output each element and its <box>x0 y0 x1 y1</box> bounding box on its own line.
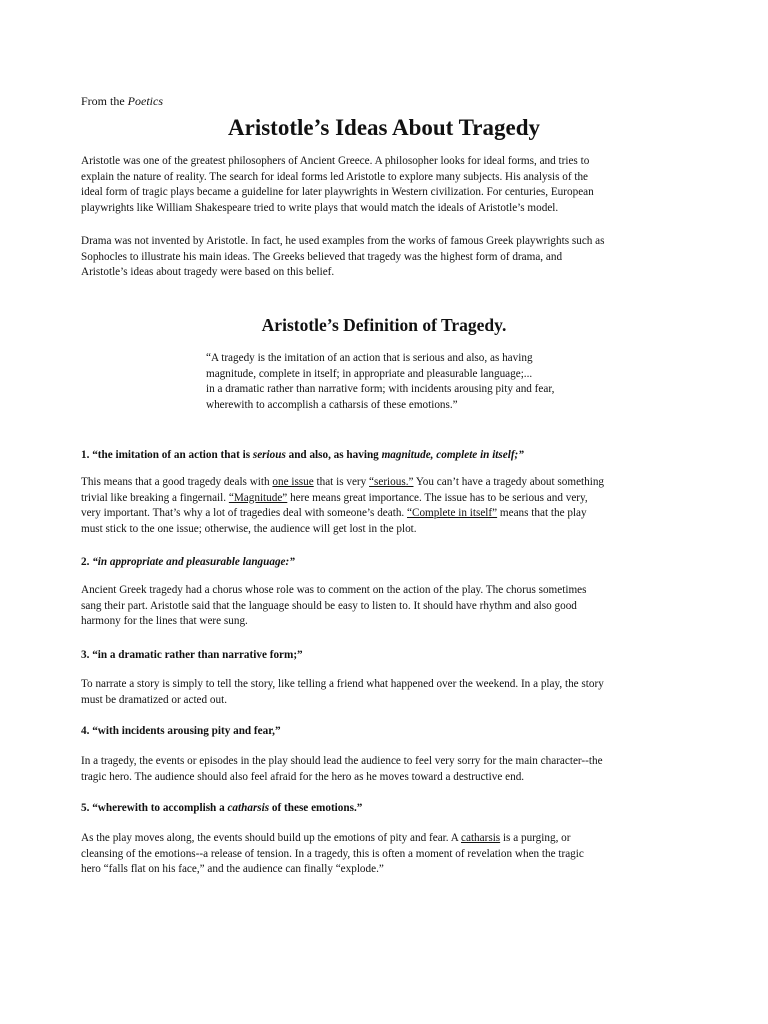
heading-emphasis: “in appropriate and pleasurable language:” <box>92 556 295 568</box>
section-1-heading <box>81 448 701 463</box>
underlined-term: one issue <box>272 476 314 488</box>
text-line: trivial like breaking a fingernail. “Magnitude” here means great importance. The issue has to be serious and very, <box>81 491 588 504</box>
heading-text: of these emotions.” <box>269 802 363 814</box>
text-line: To narrate a story is simply to tell the story, like telling a friend what happened over the weekend. In a play, the story <box>81 678 604 690</box>
section-3-heading: 3. “in a dramatic rather than narrative form;” <box>81 649 303 661</box>
heading-emphasis: serious <box>252 449 286 461</box>
heading-text: 5. “wherewith to accomplish a <box>81 802 228 814</box>
underlined-term: catharsis <box>461 832 501 844</box>
heading-emphasis: magnitude, complete in itself;” <box>381 449 524 461</box>
intro-paragraph-2 <box>81 234 701 281</box>
quote-line: “A tragedy is the imitation of an action that is serious and also, as having <box>206 352 533 364</box>
text-line: Sophocles to illustrate his main ideas. The Greeks believed that tragedy was the highest form of drama, and <box>81 250 563 263</box>
underlined-term: “Complete in itself” <box>407 507 498 519</box>
section-4-heading: 4. “with incidents arousing pity and fear,” <box>81 725 281 737</box>
text-line: explain the nature of reality. The search for ideal forms led Aristotle to explore many subjects. His analysis of the <box>81 170 589 183</box>
heading-text: 2. <box>81 556 93 568</box>
underlined-term: “serious.” <box>369 476 414 488</box>
intro-paragraph-1 <box>81 154 701 216</box>
section-5-body <box>81 831 701 878</box>
section-4-body <box>81 754 701 785</box>
heading-text: 1. “the imitation of an action that is <box>81 449 253 461</box>
text-line: As the play moves along, the events should build up the emotions of pity and fear. A catharsis is a purging, or <box>81 832 571 844</box>
page-title: Aristotle’s Ideas About Tragedy <box>228 115 540 140</box>
section-2-heading <box>81 555 701 570</box>
text-line: must be dramatized or acted out. <box>81 693 228 706</box>
definition-heading: Aristotle’s Definition of Tragedy. <box>261 315 507 335</box>
text-line: Aristotle’s ideas about tragedy were based on this belief. <box>81 266 335 278</box>
text-line: In a tragedy, the events or episodes in the play should lead the audience to feel very sorry for the main character--the <box>81 755 603 767</box>
text-line: playwrights like William Shakespeare tried to write plays that would match the ideals of Aristotle’s model. <box>81 201 559 214</box>
section-3-body <box>81 677 701 708</box>
source-line <box>81 94 163 109</box>
heading-text: and also, as having <box>285 449 382 461</box>
text-line: Drama was not invented by Aristotle. In fact, he used examples from the works of famous Greek playwrights such as <box>81 235 605 247</box>
text-line: tragic hero. The audience should also feel afraid for the hero as he moves toward a destructive end. <box>81 770 525 783</box>
text-line: very important. That’s why a lot of tragedies deal with someone’s death. “Complete in itself” means that the play <box>81 507 587 519</box>
section-1-body <box>81 475 701 537</box>
section-5-heading <box>81 801 701 816</box>
heading-emphasis: catharsis <box>227 802 270 814</box>
text-line: Ancient Greek tragedy had a chorus whose role was to comment on the action of the play. The chorus sometimes <box>81 584 587 596</box>
text-line: ideal form of tragic plays became a guideline for later playwrights in Western civilization. For centuries, European <box>81 186 594 198</box>
source-work: Poetics <box>127 94 163 108</box>
text-line: sang their part. Aristotle said that the language should be easy to listen to. It should have rhythm and also good <box>81 599 577 612</box>
text-line: Aristotle was one of the greatest philosophers of Ancient Greece. A philosopher looks for ideal forms, and tries to <box>81 155 590 167</box>
text-line: harmony for the lines that were sung. <box>81 615 248 627</box>
quote-line: in a dramatic rather than narrative form; with incidents arousing pity and fear, <box>206 383 555 395</box>
text-line: must stick to the one issue; otherwise, the audience will get lost in the plot. <box>81 522 417 535</box>
definition-quote <box>206 351 626 413</box>
source-prefix: From the <box>81 94 125 108</box>
section-2-body <box>81 583 701 630</box>
underlined-term: “Magnitude” <box>228 491 288 504</box>
text-line: This means that a good tragedy deals with one issue that is very “serious.” You can’t have a tragedy about something <box>81 476 605 488</box>
text-line: hero “falls flat on his face,” and the audience can finally “explode.” <box>81 863 384 875</box>
quote-line: wherewith to accomplish a catharsis of these emotions.” <box>206 398 458 411</box>
quote-line: magnitude, complete in itself; in appropriate and pleasurable language;... <box>206 367 533 380</box>
text-line: cleansing of the emotions--a release of tension. In a tragedy, this is often a moment of revelation when the tragic <box>81 847 584 860</box>
